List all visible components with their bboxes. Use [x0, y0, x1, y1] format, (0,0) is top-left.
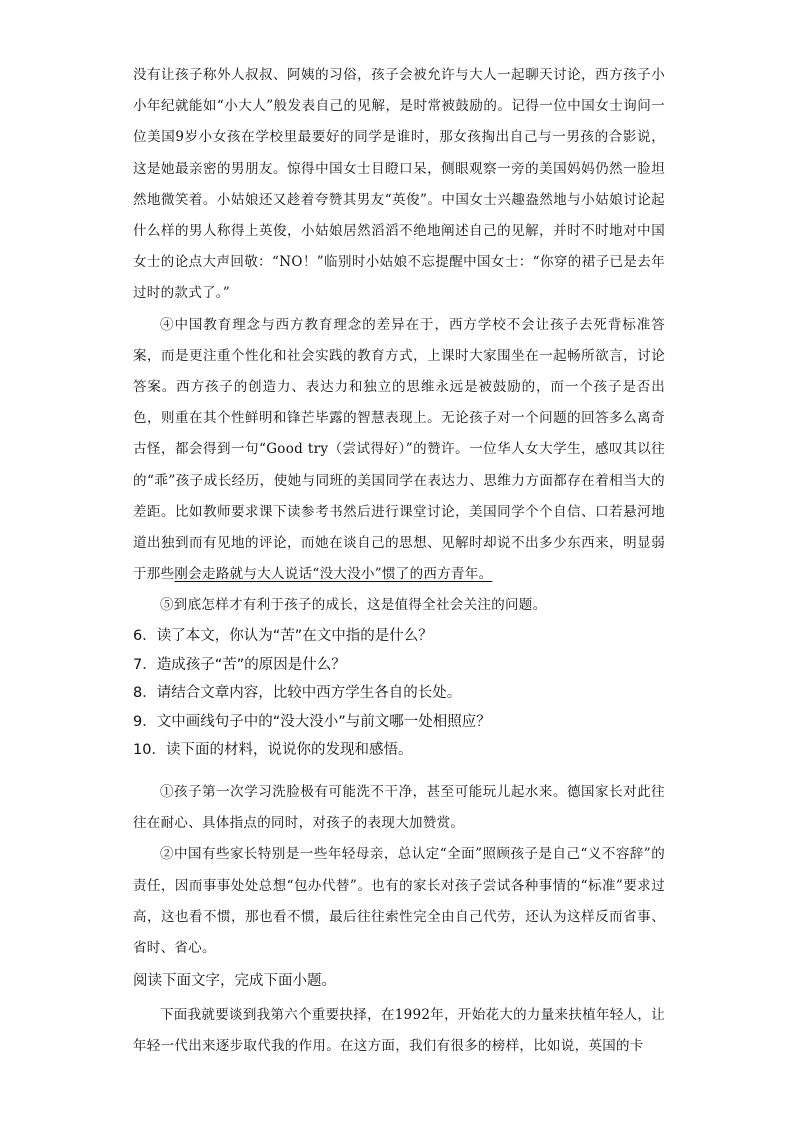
reading-paragraph-1: 下面我就要谈到我第六个重要抉择，在1992年，开始花大的力量来扶植年轻人，让年轻一代出来逐步取代我的作用。在这方面，我们有很多的榜样，比如说，英国的卡 [133, 1006, 665, 1054]
reading-instruction: 阅读下面文字，完成下面小题。 [133, 973, 336, 989]
underlined-sentence: 刚会走路就与大人说话“没大没小”惯了的西方青年。 [174, 566, 493, 583]
article-paragraph-5: ⑤到底怎样才有利于孩子的成长，这是值得全社会关注的问题。 [160, 597, 547, 614]
paragraph-4-text: ④中国教育理念与西方教育理念的差异在于，西方学校不会让孩子去死背标准答案，而是更注重个性化和社会实践的教育方式，上课时大家围坐在一起畅所欲言，讨论答案。西方孩子的创造力、表达力和独立的思维永远是被鼓励的，而一个孩子是否出色，则重在其个性鲜明和锋芒毕露的智慧表现上。无论孩子对一个问题的回答多么离奇古怪，都会得到一句“Good try（尝试得好）”的赞许。一位华人女大学生，感叹其以往的“乖”孩子成长经历，使她与同班的美国同学在表达力、思维力方面都存在着相当大的差距。比如教师要求课下读参考书然后进行课堂讨论，美国同学个个自信、口若悬河地道出独到而有见地的评论，而她在谈自己的思想、见解时却说不出多少东西来，明显弱于那些 [133, 316, 665, 583]
article-paragraph-1: 没有让孩子称外人叔叔、阿姨的习俗，孩子会被允许与大人一起聊天讨论，西方孩子小小年纪就能如“小大人”般发表自己的见解，是时常被鼓励的。记得一位中国女士询问一位美国9岁小女孩在学校里最要好的同学是谁时，那女孩掏出自己与一男孩的合影说，这是她最亲密的男朋友。惊得中国女士目瞪口呆，侧眼观察一旁的美国妈妈仍然一脸坦然地微笑着。小姑娘还又趁着夸赞其男友“英俊”。中国女士兴趣盎然地与小姑娘讨论起什么样的男人称得上英俊，小姑娘居然滔滔不绝地阐述自己的见解，并时不时地对中国女士的论点大声回敬：“NO！”临别时小姑娘不忘提醒中国女士：“你穿的裙子已是去年过时的款式了。” [133, 67, 665, 302]
question-9: 9．文中画线句子中的“没大没小”与前文哪一处相照应？ [133, 713, 491, 730]
questions-list [133, 622, 665, 765]
question-6: 6．读了本文，你认为“苦”在文中指的是什么？ [133, 628, 433, 644]
material-2: ②中国有些家长特别是一些年轻母亲，总认定“全面”照顾孩子是自己“义不容辞”的责任，因而事事处处总想“包办代替”。也有的家长对孩子尝试各种事情的“标准”要求过高，这也看不惯，那也看不惯，最后往往索性完全由自己代劳，还认为这样反而省事、省时、省心。 [133, 846, 665, 957]
material-1: ①孩子第一次学习洗脸极有可能洗不干净，甚至可能玩儿起水来。德国家长对此往往在耐心、具体指点的同时，对孩子的表现大加赞赏。 [133, 784, 665, 832]
article-paragraph-4 [133, 310, 665, 591]
article-section [133, 60, 665, 622]
materials-section [133, 777, 665, 964]
question-10: 10．读下面的材料，说说你的发现和感悟。 [133, 742, 413, 759]
question-7: 7．造成孩子“苦”的原因是什么？ [133, 656, 346, 673]
question-8: 8．请结合文章内容，比较中西方学生各自的长处。 [133, 685, 462, 702]
next-reading-section [133, 967, 665, 1062]
